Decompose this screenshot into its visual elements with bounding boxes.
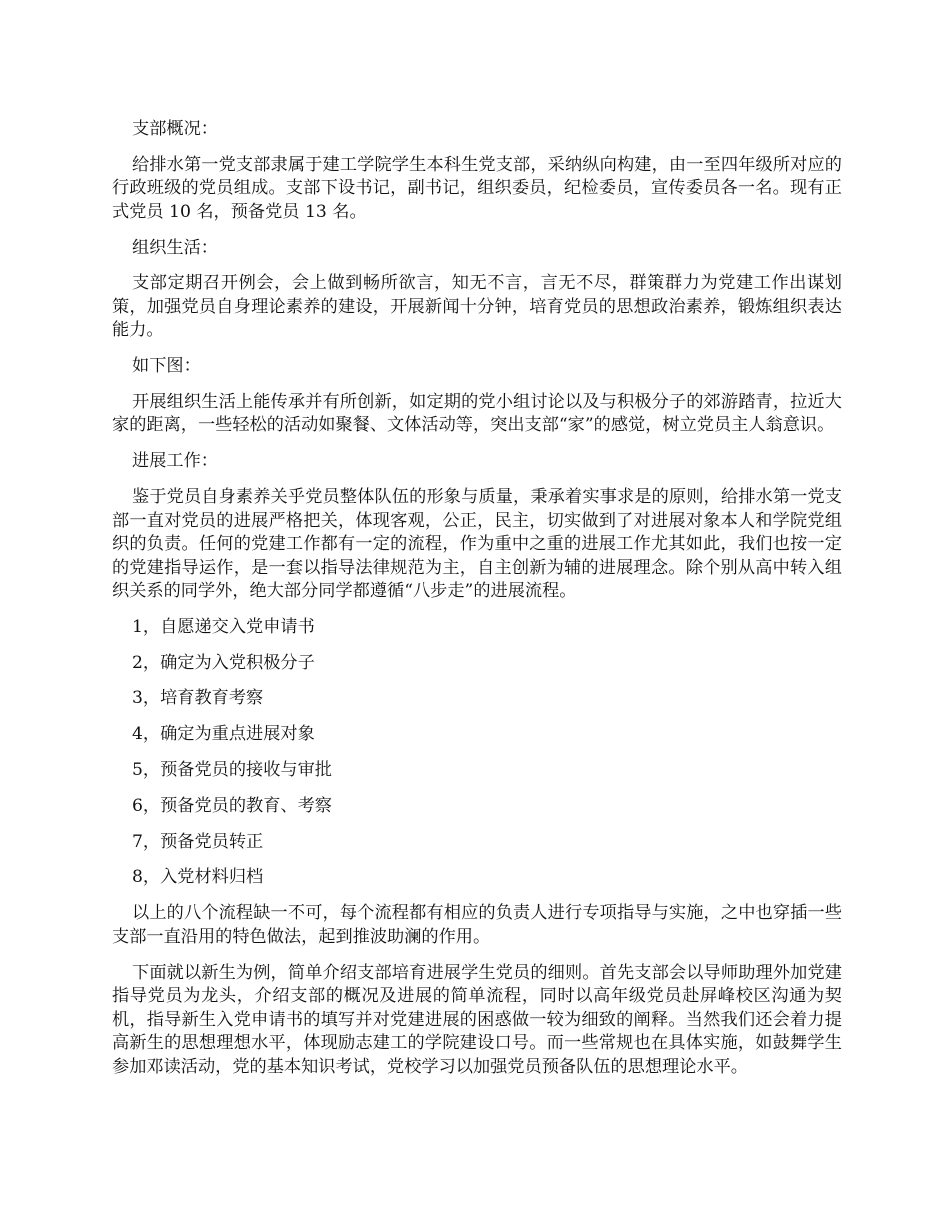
paragraph-activities: 开展组织生活上能传承并有所创新，如定期的党小组讨论以及与积极分子的郊游踏青，拉近大家的距离，一些轻松的活动如聚餐、文体活动等，突出支部“家”的感觉，树立党员主人翁意识。: [112, 391, 842, 436]
paragraph-eight-steps-summary: 以上的八个流程缺一不可，每个流程都有相应的负责人进行专项指导与实施，之中也穿插一些支部一直沿用的特色做法，起到推波助澜的作用。: [112, 903, 842, 947]
step-item: 1，自愿递交入党申请书: [132, 616, 315, 637]
step-item: 7，预备党员转正: [132, 831, 264, 852]
heading-development-work: 进展工作：: [132, 451, 218, 472]
paragraph-organization-life: 支部定期召开例会，会上做到畅所欲言，知无不言，言无不尽，群策群力为党建工作出谋划策，加强党员自身理论素养的建设，开展新闻十分钟，培育党员的思想政治素养，锻炼组织表达能力。: [112, 273, 842, 341]
document-page: [112, 118, 842, 1091]
step-item: 4，确定为重点进展对象: [132, 724, 315, 745]
heading-branch-overview: 支部概况：: [132, 119, 218, 139]
heading-as-shown: 如下图：: [132, 356, 201, 377]
step-item: 8，入党材料归档: [132, 867, 264, 888]
heading-organization-life: 组织生活：: [132, 237, 218, 258]
paragraph-branch-overview: 给排水第一党支部隶属于建工学院学生本科生党支部，采纳纵向构建，由一至四年级所对应的行政班级的党员组成。支部下设书记，副书记，组织委员，纪检委员，宣传委员各一名。现有正式党员 10 名，预备党员 13 名。: [112, 154, 842, 222]
paragraph-freshman-example: 下面就以新生为例，简单介绍支部培育进展学生党员的细则。首先支部会以导师助理外加党建指导党员为龙头，介绍支部的概况及进展的简单流程，同时以高年级党员赴屏峰校区沟通为契机，指导新生入党申请书的填写并对党建进展的困惑做一较为细致的阐释。当然我们还会着力提高新生的思想理想水平，体现励志建工的学院建设口号。而一些常规也在具体实施，如鼓舞学生参加邓读活动，党的基本知识考试，党校学习以加强党员预备队伍的思想理论水平。: [112, 962, 842, 1077]
step-item: 2，确定为入党积极分子: [132, 652, 315, 673]
step-item: 3，培育教育考察: [132, 688, 264, 709]
paragraph-development-work: 鉴于党员自身素养关乎党员整体队伍的形象与质量，秉承着实事求是的原则，给排水第一党支部一直对党员的进展严格把关，体现客观，公正，民主，切实做到了对进展对象本人和学院党组织的负责。任何的党建工作都有一定的流程，作为重中之重的进展工作尤其如此，我们也按一定的党建指导运作，是一套以指导法律规范为主，自主创新为辅的进展理念。除个别从高中转入组织关系的同学外，绝大部分同学都遵循“八步走”的进展流程。: [112, 487, 842, 602]
step-item: 6，预备党员的教育、考察: [132, 795, 332, 816]
step-item: 5，预备党员的接收与审批: [132, 760, 332, 781]
